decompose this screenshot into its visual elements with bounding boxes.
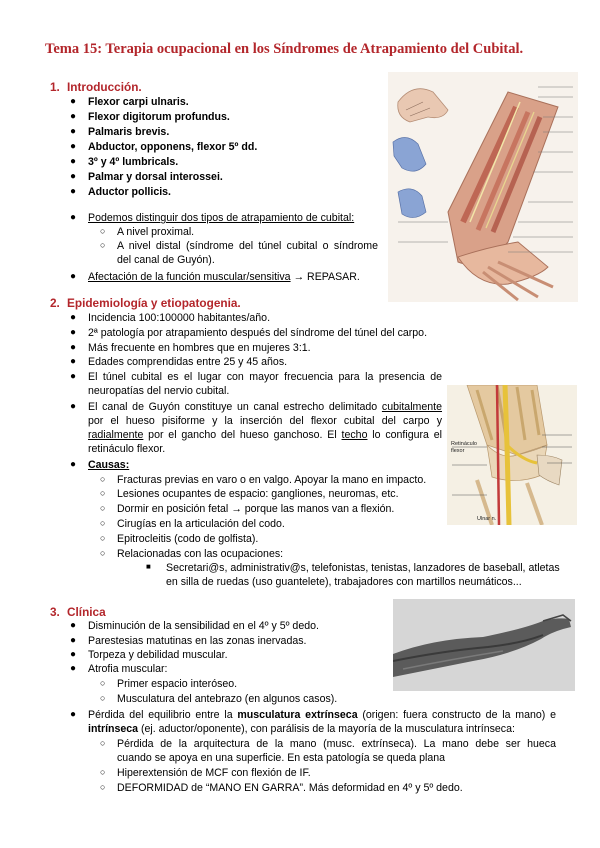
circle-bullet-icon: ○ <box>100 548 106 558</box>
bullet-icon: ● <box>70 635 77 646</box>
circle-bullet-icon: ○ <box>100 678 106 688</box>
type-item-continued: del canal de Guyón). <box>117 254 215 266</box>
causas-label: Causas: <box>88 459 130 471</box>
muscle-item: Palmar y dorsal interossei. <box>88 171 223 183</box>
bullet-icon: ● <box>70 342 77 353</box>
type-item: A nivel proximal. <box>117 226 195 238</box>
perdida-text: (origen: fuera constructo de la mano) e <box>357 709 556 721</box>
bullet-icon: ● <box>70 171 77 182</box>
guyon-line-1 <box>88 400 442 414</box>
clinica-item: Torpeza y debilidad muscular. <box>88 649 228 661</box>
circle-bullet-icon: ○ <box>100 518 106 528</box>
section-3-heading <box>50 605 106 619</box>
bullet-icon: ● <box>70 186 77 197</box>
bullet-icon: ● <box>70 271 77 282</box>
causa-item: Relacionadas con las ocupaciones: <box>117 548 284 560</box>
circle-bullet-icon: ○ <box>100 782 106 792</box>
circle-bullet-icon: ○ <box>100 738 106 748</box>
perdida-sub-1-line-1: Pérdida de la arquitectura de la mano (musc. extrínseca). La mano debe ser hueca <box>117 738 556 750</box>
bullet-icon: ● <box>70 459 77 470</box>
bullet-icon: ● <box>70 356 77 367</box>
afectacion-item <box>88 270 360 284</box>
guyon-canal-figure <box>447 385 577 525</box>
ocupaciones-line-2: en silla de ruedas (uso guantelete), trabajadores con martillos neumáticos... <box>166 576 522 588</box>
types-intro: Podemos distinguir dos tipos de atrapamiento de cubital: <box>88 212 355 224</box>
circle-bullet-icon: ○ <box>100 533 106 543</box>
bullet-icon: ● <box>70 126 77 137</box>
epidemiology-item: Incidencia 100:100000 habitantes/año. <box>88 312 271 324</box>
bullet-icon: ● <box>70 663 77 674</box>
guyon-text: lo configura el <box>367 429 442 441</box>
afectacion-underlined: Afectación de la función muscular/sensitiva <box>88 271 291 283</box>
section-2-heading <box>50 296 241 310</box>
perdida-extrinseca: musculatura extrínseca <box>237 709 358 721</box>
bullet-icon: ● <box>70 709 77 720</box>
perdida-line-2 <box>88 722 515 736</box>
causa-item: Dormir en posición fetal → porque las manos van a flexión. <box>117 503 395 515</box>
bullet-icon: ● <box>70 212 77 223</box>
atrofia-item: Primer espacio interóseo. <box>117 678 238 690</box>
muscle-item: Flexor digitorum profundus. <box>88 111 230 123</box>
perdida-intrinseca: intrínseca <box>88 723 139 735</box>
perdida-line-1 <box>88 708 556 722</box>
epidemiology-item: Más frecuente en hombres que en mujeres 3:1. <box>88 342 311 354</box>
circle-bullet-icon: ○ <box>100 503 106 513</box>
causa-item: Lesiones ocupantes de espacio: gangliones, neuromas, etc. <box>117 488 399 500</box>
afectacion-rest: → REPASAR. <box>290 271 360 283</box>
perdida-sub-3: DEFORMIDAD de “MANO EN GARRA”. Más deformidad en 4º y 5º dedo. <box>117 782 463 794</box>
epidemiology-item: Edades comprendidas entre 25 y 45 años. <box>88 356 288 368</box>
atrophied-arm-photo <box>393 599 575 691</box>
tunel-line-1: El túnel cubital es el lugar con mayor frecuencia para la presencia de <box>88 371 442 383</box>
bullet-icon: ● <box>70 327 77 338</box>
guyon-cubitalmente: cubitalmente <box>381 401 442 413</box>
section-1-number: 1. <box>50 80 60 94</box>
guyon-line-3 <box>88 428 442 442</box>
perdida-text: Pérdida del equilibrio entre la <box>88 709 238 721</box>
guyon-text: por el gancho del hueso ganchoso. El <box>143 429 342 441</box>
bullet-icon: ● <box>70 111 77 122</box>
clinica-item: Parestesias matutinas en las zonas inervadas. <box>88 635 307 647</box>
guyon-line-2: por el hueso pisiforme y la inserción del flexor cubital del carpo y <box>88 415 442 427</box>
perdida-sub-2: Hiperextensión de MCF con flexión de IF. <box>117 767 311 779</box>
guyon-text: El canal de Guyón constituye un canal estrecho delimitado <box>88 401 382 413</box>
guyon-line-4: retináculo flexor. <box>88 443 166 455</box>
square-bullet-icon: ■ <box>146 562 151 571</box>
epidemiology-item: 2ª patología por atrapamiento después del síndrome del túnel del carpo. <box>88 327 428 339</box>
bullet-icon: ● <box>70 156 77 167</box>
bullet-icon: ● <box>70 649 77 660</box>
atrofia-item: Musculatura del antebrazo (en algunos casos). <box>117 693 338 705</box>
bullet-icon: ● <box>70 96 77 107</box>
causa-item: Fracturas previas en varo o en valgo. Apoyar la mano en impacto. <box>117 474 427 486</box>
section-1-heading <box>50 80 142 94</box>
muscle-item: Palmaris brevis. <box>88 126 170 138</box>
ocupaciones-line-1: Secretari@s, administrativ@s, telefonistas, tenistas, lanzadores de baseball, atletas <box>166 562 560 574</box>
bullet-icon: ● <box>70 141 77 152</box>
guyon-radialmente: radialmente <box>88 429 144 441</box>
section-2-title: Epidemiología y etiopatogenia. <box>67 296 241 310</box>
bullet-icon: ● <box>70 312 77 323</box>
causa-item: Cirugías en la articulación del codo. <box>117 518 285 530</box>
muscle-item: 3º y 4º lumbricals. <box>88 156 179 168</box>
tunel-line-2: neuropatías del nervio cubital. <box>88 385 230 397</box>
type-item: A nivel distal (síndrome del túnel cubital o síndrome <box>117 240 378 252</box>
bullet-icon: ● <box>70 371 77 382</box>
muscle-item: Abductor, opponens, flexor 5º dd. <box>88 141 258 153</box>
section-1-title: Introducción. <box>67 80 142 94</box>
circle-bullet-icon: ○ <box>100 474 106 484</box>
bullet-icon: ● <box>70 620 77 631</box>
bullet-icon: ● <box>70 401 77 412</box>
section-3-number: 3. <box>50 605 60 619</box>
perdida-sub-1-line-2: cuando se apoya en una superficie. En esta patología se queda plana <box>117 752 446 764</box>
circle-bullet-icon: ○ <box>100 693 106 703</box>
section-2-number: 2. <box>50 296 60 310</box>
document-title: Tema 15: Terapia ocupacional en los Síndromes de Atrapamiento del Cubital. <box>45 41 524 57</box>
circle-bullet-icon: ○ <box>100 240 106 250</box>
muscle-item: Flexor carpi ulnaris. <box>88 96 189 108</box>
circle-bullet-icon: ○ <box>100 226 106 236</box>
causa-item: Epitrocleitis (codo de golfista). <box>117 533 259 545</box>
perdida-text: (ej. aductor/oponente), con parálisis de la mayoría de la musculatura intrínseca: <box>138 723 515 735</box>
clinica-item: Disminución de la sensibilidad en el 4º y 5º dedo. <box>88 620 319 632</box>
guyon-techo: techo <box>341 429 368 441</box>
section-3-title: Clínica <box>67 605 106 619</box>
figure-label: Retináculo <box>451 441 477 447</box>
clinica-item: Atrofia muscular: <box>88 663 168 675</box>
figure-label: Ulnar n. <box>477 516 497 522</box>
forearm-anatomy-figure <box>388 72 578 302</box>
figure-label: flexor <box>451 448 465 454</box>
circle-bullet-icon: ○ <box>100 488 106 498</box>
circle-bullet-icon: ○ <box>100 767 106 777</box>
muscle-item: Aductor pollicis. <box>88 186 171 198</box>
